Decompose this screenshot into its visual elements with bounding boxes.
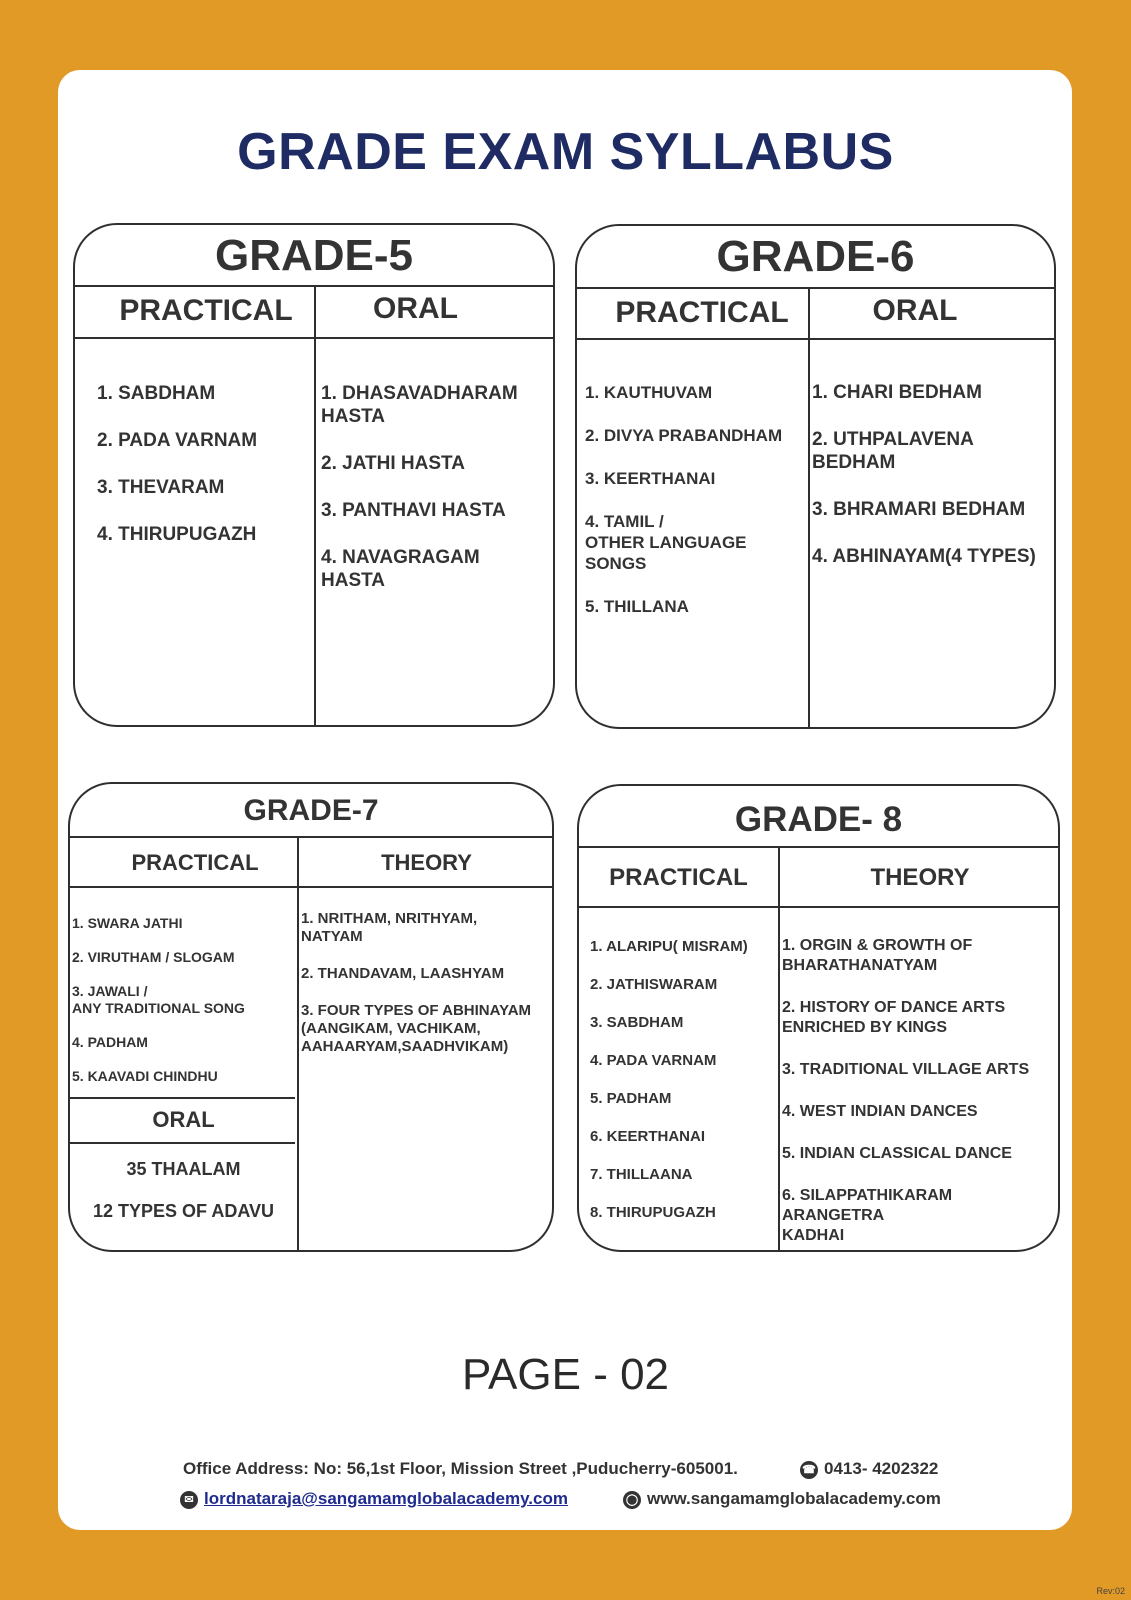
office-address [183,1459,738,1479]
globe-icon: ◯ [623,1491,641,1509]
phone[interactable] [800,1459,938,1479]
list-item: 4. NAVAGRAGAM HASTA [321,547,480,591]
divider [70,886,552,888]
list-item: 2. HISTORY OF DANCE ARTS ENRICHED BY KINGS [782,999,1006,1036]
list-item: 2. PADA VARNAM [97,430,258,451]
grade-6-oral-head: ORAL [872,294,958,327]
grade-6-title: GRADE-6 [716,232,915,281]
grade-6-box [575,224,1056,729]
revision-label: Rev:02 [1096,1586,1125,1596]
list-item: 4. PADHAM [72,1034,148,1050]
list-item: 1. KAUTHUVAM [585,383,713,402]
grade-5-title: GRADE-5 [214,231,414,280]
grade-5-practical-head: PRACTICAL [119,294,293,327]
grade-6-oral-list [812,381,1036,568]
divider [579,906,1058,908]
list-item: 6. KEERTHANAI [590,1128,706,1145]
list-item: 1. ALARIPU( MISRAM) [590,938,748,955]
list-item: 4. THIRUPUGAZH [97,524,257,545]
grade-8-theory-head: THEORY [870,864,970,891]
email[interactable] [180,1489,568,1509]
list-item: 8. THIRUPUGAZH [590,1204,716,1221]
list-item: 3. THEVARAM [97,477,225,498]
divider [297,836,299,1250]
grade-8-practical-head: PRACTICAL [609,864,748,891]
address-text: Office Address: No: 56,1st Floor, Mission Street ,Puducherry-605001. [183,1459,738,1478]
list-item: 1. CHARI BEDHAM [812,382,982,403]
list-item: 3. BHRAMARI BEDHAM [812,499,1026,520]
grade-7-oral-item: 12 TYPES OF ADAVU [92,1201,275,1221]
grade-7-theory-list [301,910,531,1056]
divider [577,338,1054,340]
grade-6-practical-list [585,382,782,617]
email-link[interactable]: lordnataraja@sangamamglobalacademy.com [204,1489,568,1508]
phone-text: 0413- 4202322 [824,1459,939,1478]
grade-7-practical-list [72,915,245,1085]
list-item: 5. INDIAN CLASSICAL DANCE [782,1145,1012,1162]
list-item: 1. SWARA JATHI [72,915,183,931]
page-number: PAGE - 02 [461,1350,670,1399]
grade-8-theory-list [782,936,1058,1246]
list-item: 5. THILLANA [585,597,689,616]
grade-8-practical-list [590,938,748,1222]
list-item: 2. DIVYA PRABANDHAM [585,426,783,445]
phone-icon: ☎ [800,1461,818,1479]
list-item: 7. THILLAANA [590,1166,693,1183]
divider [579,846,1058,848]
list-item: 1. DHASAVADHARAM HASTA [321,383,518,427]
list-item: 3. SABDHAM [590,1014,684,1031]
list-item: 3. FOUR TYPES OF ABHINAYAM (AANGIKAM, VACHIKAM, AAHAARYAM,SAADHVIKAM) [301,1002,532,1055]
grade-7-practical-head: PRACTICAL [131,850,259,875]
grade-7-oral-head: ORAL [152,1107,215,1132]
list-item: 3. TRADITIONAL VILLAGE ARTS [782,1061,1030,1078]
divider [70,836,552,838]
list-item: 2. JATHI HASTA [321,453,465,474]
grade-7-box [68,782,554,1252]
mail-icon: ✉ [180,1491,198,1509]
grade-7-theory-head: THEORY [381,850,472,875]
grade-6-practical-head: PRACTICAL [615,296,789,329]
list-item: 3. PANTHAVI HASTA [321,500,506,521]
grade-7-oral-item: 35 THAALAM [126,1159,241,1179]
divider [778,846,780,1250]
website[interactable] [623,1489,941,1509]
grade-5-oral-head: ORAL [373,292,458,325]
list-item: 3. KEERTHANAI [585,469,716,488]
page-title: GRADE EXAM SYLLABUS [237,123,894,181]
grade-8-title: GRADE- 8 [734,800,903,839]
list-item: 6. SILAPPATHIKARAM ARANGETRA KADHAI [782,1187,953,1244]
grade-7-title: GRADE-7 [243,794,379,827]
list-item: 4. WEST INDIAN DANCES [782,1103,978,1120]
list-item: 2. THANDAVAM, LAASHYAM [301,965,505,982]
list-item: 2. UTHPALAVENA BEDHAM [812,429,974,473]
list-item: 5. PADHAM [590,1090,672,1107]
divider [70,1142,295,1144]
list-item: 5. KAAVADI CHINDHU [72,1068,218,1084]
list-item: 1. SABDHAM [97,383,216,404]
divider [314,285,316,725]
divider [808,287,810,727]
list-item: 2. VIRUTHAM / SLOGAM [72,949,235,965]
grade-5-oral-list [321,382,518,592]
list-item: 1. ORGIN & GROWTH OF BHARATHANATYAM [782,937,973,974]
grade-5-box [73,223,555,727]
grade-5-practical-list [97,382,257,546]
grade-8-box [577,784,1060,1252]
list-item: 1. NRITHAM, NRITHYAM, NATYAM [301,910,478,945]
divider [70,1097,295,1099]
divider [577,287,1054,289]
list-item: 4. ABHINAYAM(4 TYPES) [812,546,1036,567]
list-item: 4. PADA VARNAM [590,1052,717,1069]
list-item: 2. JATHISWARAM [590,976,718,993]
list-item: 4. TAMIL / OTHER LANGUAGE SONGS [585,512,747,573]
website-text[interactable]: www.sangamamglobalacademy.com [647,1489,941,1508]
list-item: 3. JAWALI / ANY TRADITIONAL SONG [72,983,245,1016]
